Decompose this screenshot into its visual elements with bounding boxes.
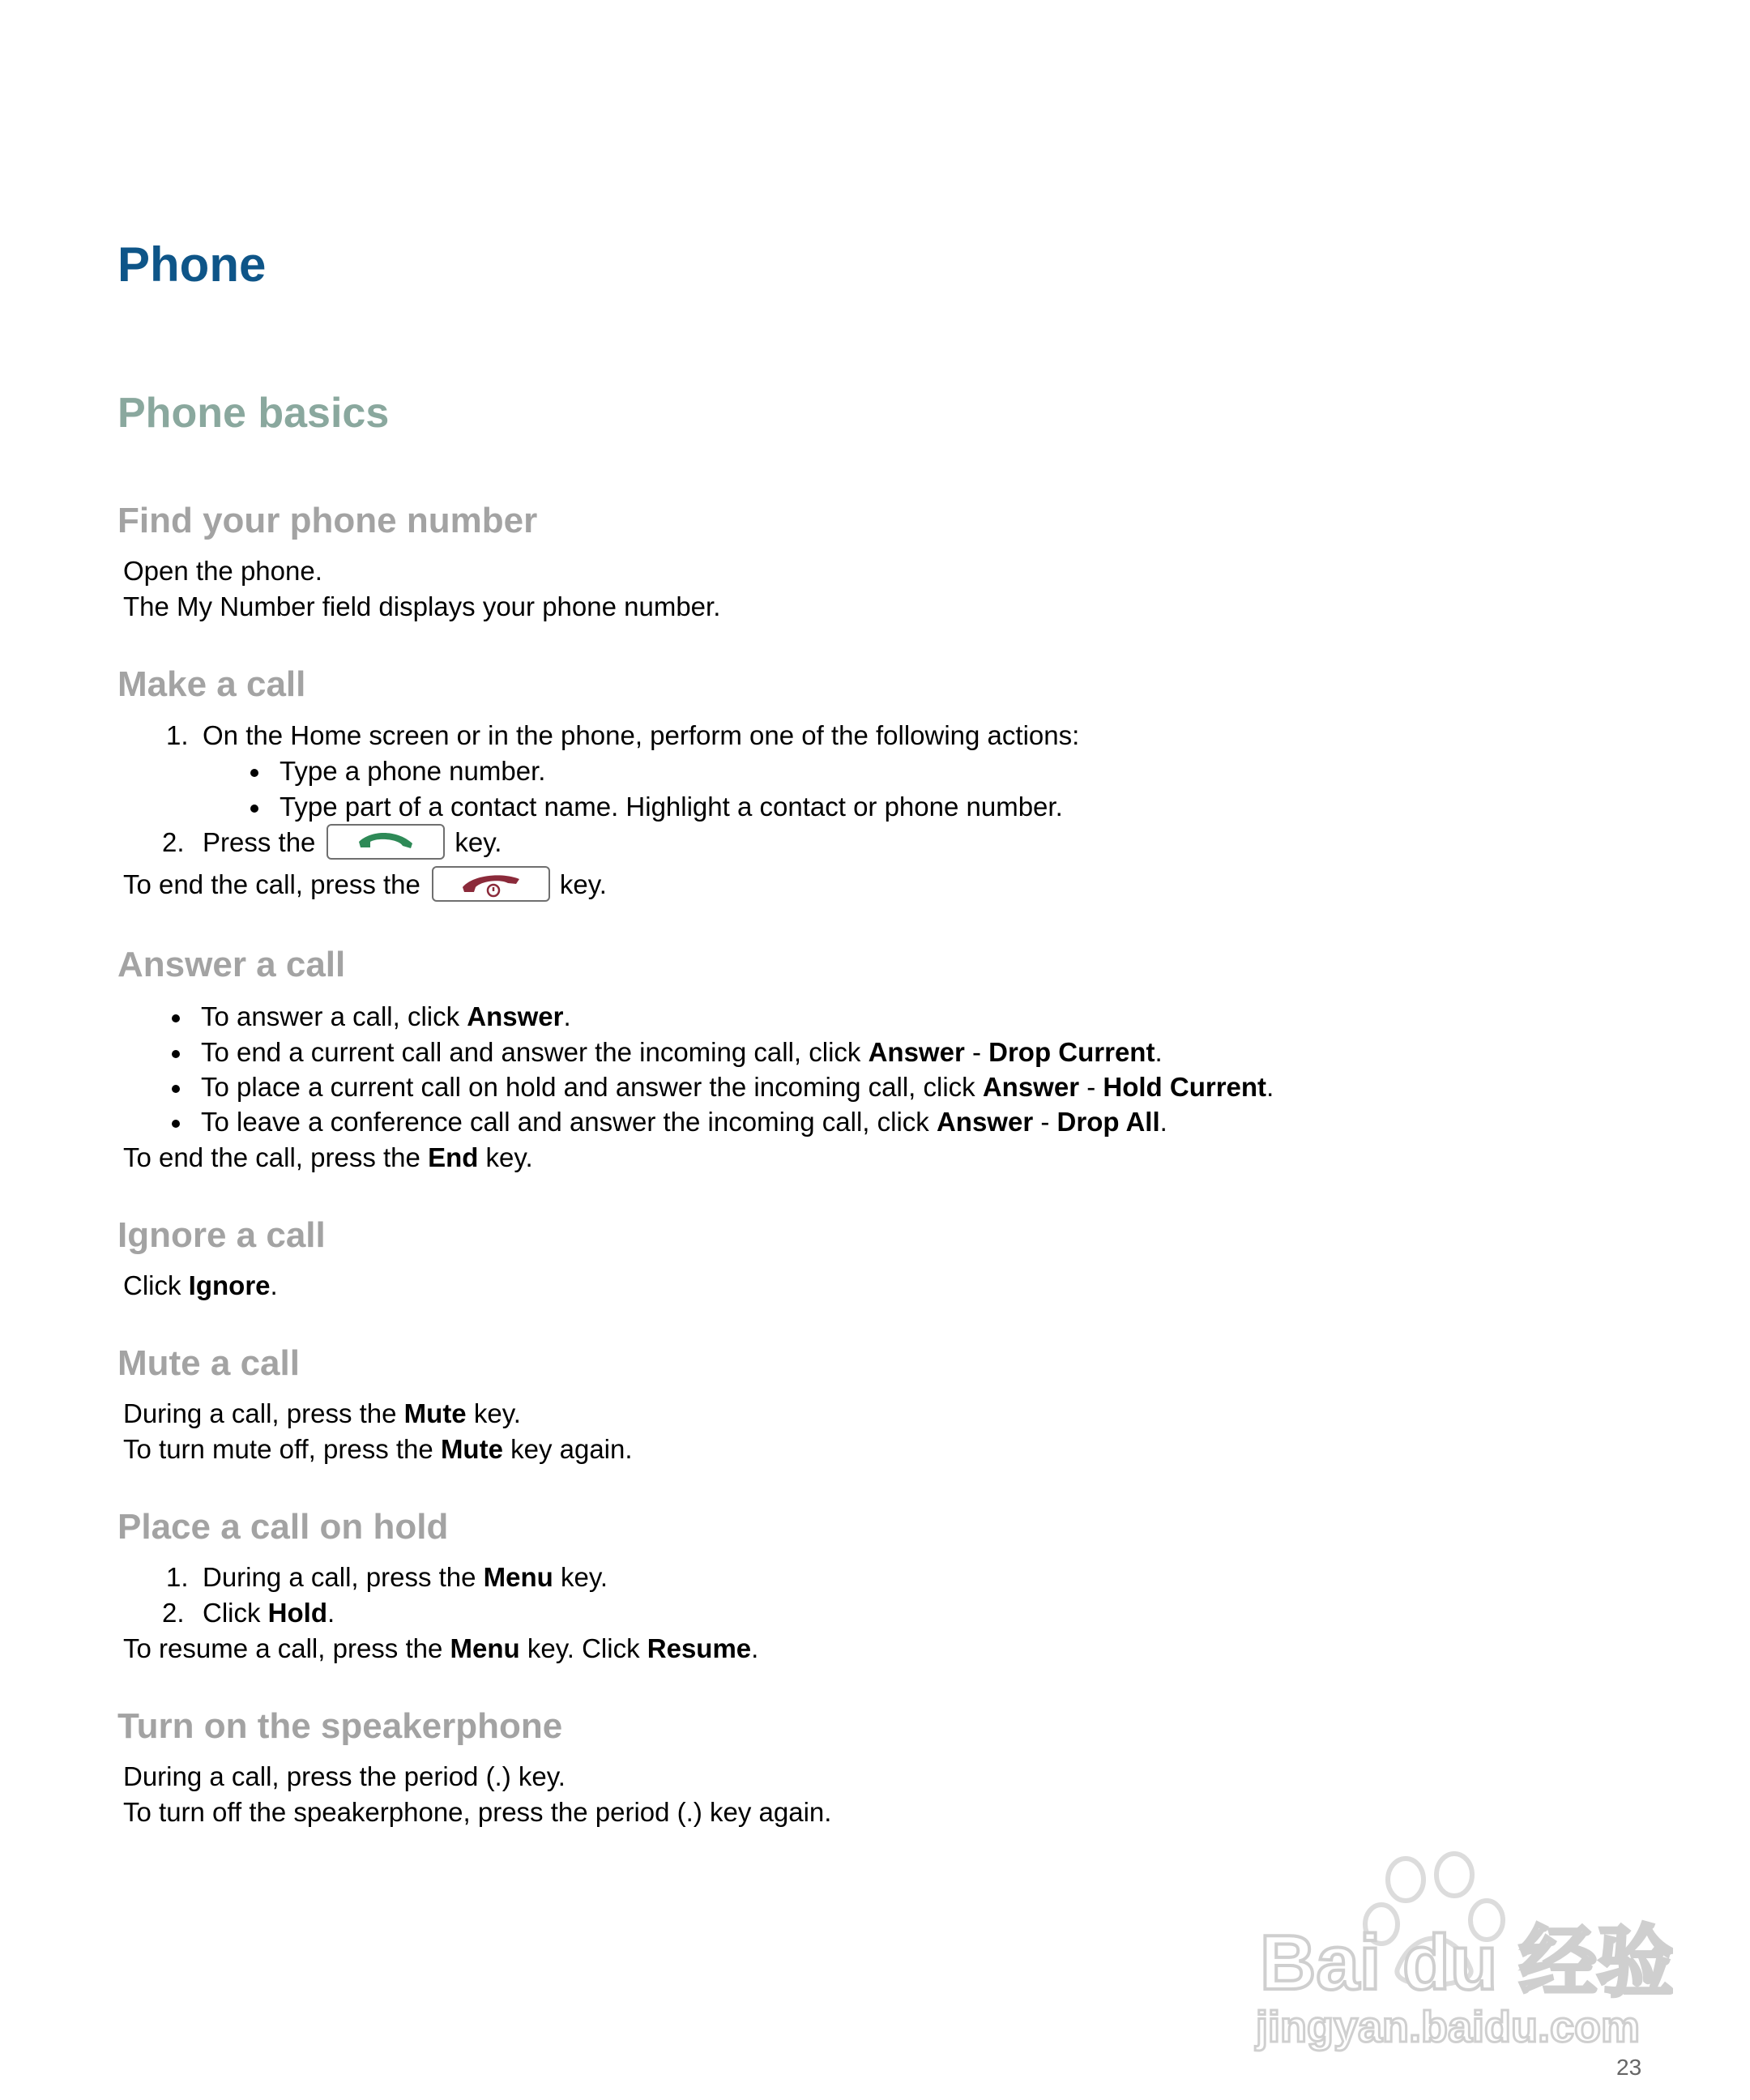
hold-step1: During a call, press the Menu key. [203,1562,608,1592]
end-key-icon [432,866,550,902]
step2-number: 2. [162,827,185,857]
heading-make-call: Make a call [117,664,306,704]
resume-line: To resume a call, press the Menu key. Click Resume. [123,1633,759,1663]
step2-pre: Press the [203,827,316,857]
hold-step2-number: 2. [162,1598,185,1628]
speaker-line2: To turn off the speakerphone, press the period (.) key again. [123,1797,832,1827]
baidu-watermark [1252,1847,1673,2058]
heading-find-number: Find your phone number [117,501,538,540]
bullet-dot [172,1050,180,1058]
heading-mute-call: Mute a call [117,1343,300,1383]
speaker-line1: During a call, press the period (.) key. [123,1761,566,1791]
answer-bullet2: To end a current call and answer the incoming call, click Answer - Drop Current. [201,1037,1163,1067]
end-call-pre: To end the call, press the [123,869,420,899]
end-call-post: key. [559,869,607,899]
watermark-brand: Bai du 经验 [1260,1919,1673,2006]
step2-post: key. [455,827,502,857]
heading-speakerphone: Turn on the speakerphone [117,1706,563,1746]
paw-icon [1252,1847,1673,2058]
end-call-line [123,869,607,904]
hold-step2: Click Hold. [203,1598,335,1628]
answer-bullet1: To answer a call, click Answer. [201,1001,571,1031]
heading-hold-call: Place a call on hold [117,1507,449,1547]
bullet-dot [250,769,258,777]
watermark-url: jingyan.baidu.com [1256,2003,1641,2051]
bullet-dot [172,1085,180,1093]
page-title: Phone [117,237,267,292]
bullet-dot [172,1120,180,1128]
bullet-dot [172,1014,180,1022]
make-call-bullet2: Type part of a contact name. Highlight a contact or phone number. [280,792,1063,822]
section-heading: Phone basics [117,390,390,437]
mute-line2: To turn mute off, press the Mute key again. [123,1434,633,1464]
make-call-bullet1: Type a phone number. [280,756,546,786]
step1-number: 1. [166,720,189,750]
answer-bullet3: To place a current call on hold and answer the incoming call, click Answer - Hold Current. [201,1072,1274,1102]
heading-ignore-call: Ignore a call [117,1215,326,1255]
bullet-dot [250,805,258,813]
step1-text: On the Home screen or in the phone, perform one of the following actions: [203,720,1080,750]
answer-end-line: To end the call, press the End key. [123,1142,533,1172]
step2-line [203,826,502,862]
heading-answer-call: Answer a call [117,945,346,984]
find-number-line2: The My Number field displays your phone number. [123,591,721,621]
answer-bullet4: To leave a conference call and answer the incoming call, click Answer - Drop All. [201,1107,1167,1137]
send-key-icon [327,824,445,860]
ignore-line: Click Ignore. [123,1270,278,1300]
find-number-line1: Open the phone. [123,556,322,586]
mute-line1: During a call, press the Mute key. [123,1398,521,1428]
hold-step1-number: 1. [166,1562,189,1592]
page-number: 23 [1616,2055,1642,2080]
